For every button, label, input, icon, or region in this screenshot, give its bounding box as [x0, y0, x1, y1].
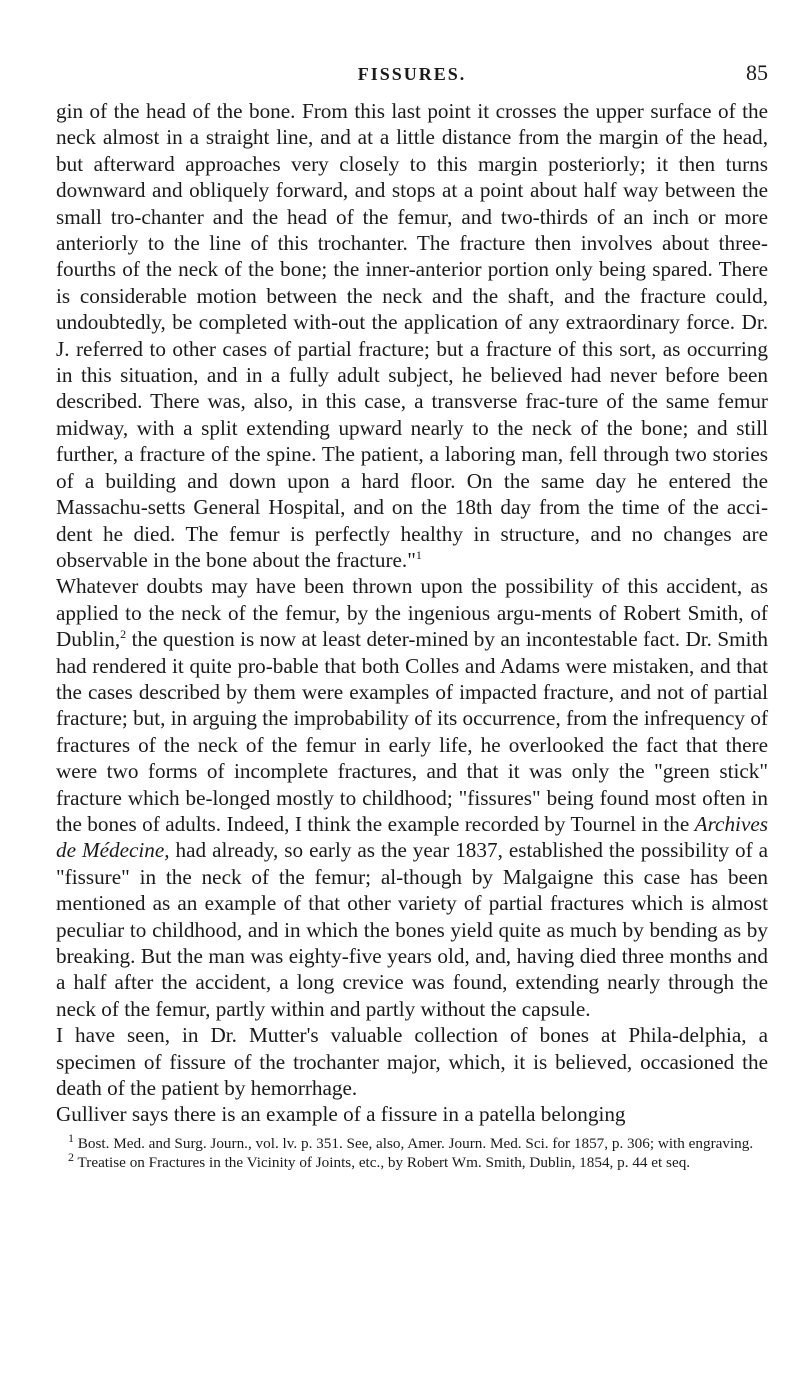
footnote-ref-1: 1	[415, 547, 422, 562]
footnote-1	[56, 1130, 768, 1153]
paragraph-3: I have seen, in Dr. Mutter's valuable collection of bones at Phila-delphia, a specimen of fissure of the trochanter major, which, it is believed, occasioned the death of the patient by hemorrhage.	[56, 1023, 768, 1101]
body-text	[56, 98, 768, 1128]
running-head	[56, 58, 768, 98]
running-title: FISSURES.	[357, 64, 467, 84]
footnote-2-text: Treatise on Fractures in the Vicinity of Joints, etc., by Robert Wm. Smith, Dublin, 1854, p. 44 et seq.	[74, 1153, 691, 1171]
journal-title: Archives de Médecine,	[56, 811, 768, 863]
paragraph-1-text: gin of the head of the bone. From this last point it crosses the upper surface of the neck almost in a straight line, and at a little distance from the margin of the head, but afterward approaches very closely to this margin posteriorly; it then turns downward and obliquely forward, and stops at a point about half way between the small tro-chanter and the head of the femur, and two-thirds of an inch or more anteriorly to the line of this trochanter. The fracture then involves about three-fourths of the neck of the bone; the inner-anterior portion only being spared. There is considerable motion between the neck and the shaft, and the fracture could, undoubtedly, be completed with-out the application of any extraordinary force. Dr. J. referred to other cases of partial fracture; but a fracture of this sort, as occurring in this situation, and in a fully adult subject, he believed had never before been described. There was, also, in this case, a transverse frac-ture of the same femur midway, with a split extending upward nearly to the neck of the bone; and still further, a fracture of the spine. The patient, a laboring man, fell through two stories of a building and down upon a hard floor. On the same day he entered the Massachu-setts General Hospital, and on the 18th day from the time of the acci-dent he died. The femur is perfectly healthy in structure, and no changes are observable in the bone about the fracture."	[56, 99, 768, 572]
footnote-1-text: Bost. Med. and Surg. Journ., vol. lv. p. 351. See, also, Amer. Journ. Med. Sci. for 1857, p. 306; with engraving.	[74, 1134, 754, 1152]
paragraph-2-text-b: the question is now at least deter-mined by an incontestable fact. Dr. Smith had rendered it quite pro-bable that both Colles and Adams were mistaken, and that the cases described by them were examples of impacted fracture, and not of partial fracture; but, in arguing the improbability of its occurrence, from the infrequency of fractures of the neck of the femur in early life, he overlooked the fact that there were two forms of incomplete fractures, and that it was only the "green stick" fracture which be-longed mostly to childhood; "fissures" being found most often in the bones of adults. Indeed, I think the example recorded by Tournel in the	[56, 627, 768, 836]
footnote-ref-2: 2	[120, 627, 127, 642]
paragraph-2-text-a: Whatever doubts may have been thrown upon the possibility of this accident, as applied to the neck of the femur, by the ingenious argu-ments of Robert Smith, of Dublin,	[56, 574, 768, 652]
page-number: 85	[746, 60, 768, 85]
paragraph-2	[56, 573, 768, 1022]
footnote-2	[56, 1149, 768, 1172]
paragraph-4: Gulliver says there is an example of a fissure in a patella belonging	[56, 1102, 626, 1127]
footnote-marker-1: 1	[68, 1130, 74, 1145]
paragraph-1	[56, 98, 768, 573]
book-page	[56, 58, 768, 1172]
footnote-marker-2: 2	[68, 1149, 74, 1164]
footnotes	[56, 1130, 768, 1172]
paragraph-2-text-c: had already, so early as the year 1837, established the possibility of a "fissure" in the neck of the femur; al-though by Malgaigne this case has been mentioned as an example of that other variety of partial fractures which is almost peculiar to childhood, and in which the bones yield quite as much by bending as by breaking. But the man was eighty-five years old, and, having died three months and a half after the accident, a long crevice was found, extending nearly through the neck of the femur, partly within and partly without the capsule.	[56, 838, 768, 1021]
